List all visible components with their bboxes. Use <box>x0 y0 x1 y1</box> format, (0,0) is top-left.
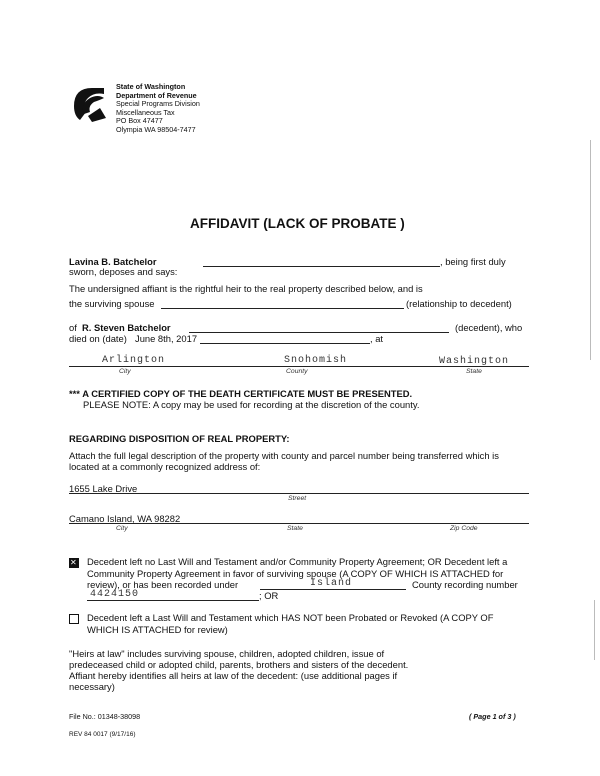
page-title: AFFIDAVIT (LACK OF PROBATE ) <box>190 216 405 231</box>
city-state-zip-value: Camano Island, WA 98282 <box>69 513 181 524</box>
recording-county-value: Island <box>310 578 353 589</box>
death-certificate-notice: *** A CERTIFIED COPY OF THE DEATH CERTIFICATE MUST BE PRESENTED. <box>69 388 413 399</box>
agency-po-box: PO Box 47477 <box>116 116 163 126</box>
dor-logo <box>70 84 110 124</box>
street-value: 1655 Lake Drive <box>69 483 138 494</box>
death-certificate-note: PLEASE NOTE: A copy may be used for recording at the discretion of the county. <box>83 399 420 410</box>
page-number: ( Page 1 of 3 ) <box>469 712 516 721</box>
relationship-value: the surviving spouse <box>69 298 155 309</box>
county-value: Snohomish <box>284 355 348 366</box>
heirs-line3: Affiant hereby identifies all heirs at law of the decedent: (use additional pages if <box>69 670 398 681</box>
agency-city: Olympia WA 98504-7477 <box>116 124 196 134</box>
died-date-line <box>200 343 370 344</box>
no-will-line4b: ; OR <box>259 590 279 601</box>
no-will-line1: Decedent left no Last Will and Testament and/or Community Property Agreement; OR Decedent left a <box>87 556 508 567</box>
location-line <box>69 366 529 367</box>
city-state-zip-line <box>69 523 529 524</box>
city-label: City <box>119 368 131 375</box>
agency-division: Special Programs Division <box>116 99 200 109</box>
street-label: Street <box>288 495 307 502</box>
agency-unit: Miscellaneous Tax <box>116 107 175 117</box>
agency-state: State of Washington <box>116 82 186 91</box>
agency-department: Department of Revenue <box>116 90 197 100</box>
decedent-prefix: of <box>69 322 77 333</box>
city-value: Arlington <box>102 355 166 366</box>
property-instructions-1: Attach the full legal description of the property with county and parcel number being transferred which is <box>69 450 499 461</box>
no-will-line3b: County recording number <box>412 579 518 590</box>
county-label: County <box>286 368 308 375</box>
state-label: State <box>466 368 482 375</box>
decedent-name: R. Steven Batchelor <box>82 322 171 333</box>
decedent-label: (decedent), who <box>455 322 523 333</box>
agency-address <box>116 83 200 135</box>
sworn-statement: sworn, deposes and says: <box>69 266 178 277</box>
scan-edge-mark <box>594 600 595 660</box>
address-state-label: State <box>287 525 303 532</box>
died-label: died on (date) <box>69 333 127 344</box>
heir-statement: The undersigned affiant is the rightful heir to the real property described below, and is <box>69 283 423 294</box>
file-number: File No.: 01348-38098 <box>69 712 141 721</box>
died-at: , at <box>370 333 384 344</box>
decedent-line <box>189 332 449 333</box>
property-instructions-2: located at a commonly recognized address of: <box>69 461 261 472</box>
no-will-line3a: review), or has been recorded under <box>87 579 239 590</box>
will-not-probated-checkbox[interactable] <box>69 614 79 624</box>
heirs-line4: necessary) <box>69 681 115 692</box>
died-date: June 8th, 2017 <box>135 333 198 344</box>
recording-county-line <box>260 589 406 590</box>
will-line1: Decedent left a Last Will and Testament which HAS NOT been Probated or Revoked (A COPY OF <box>87 612 494 623</box>
heirs-line2: predeceased child or adopted child, parents, brothers and sisters of the decedent. <box>69 659 409 670</box>
street-line <box>69 493 529 494</box>
address-city-label: City <box>116 525 128 532</box>
no-will-checkbox[interactable] <box>69 558 79 568</box>
recording-number-value: 4424150 <box>90 589 140 600</box>
address-zip-label: Zip Code <box>450 525 478 532</box>
state-value: Washington <box>439 356 510 367</box>
relationship-label: (relationship to decedent) <box>406 298 512 309</box>
real-property-heading: REGARDING DISPOSITION OF REAL PROPERTY: <box>69 433 290 444</box>
revision-code: REV 84 0017 (9/17/16) <box>69 731 136 738</box>
no-will-line2: Community Property Agreement in favor of surviving spouse (A COPY OF WHICH IS ATTACHED for <box>87 568 504 579</box>
relationship-line <box>161 308 404 309</box>
affiant-line <box>203 266 440 267</box>
affiant-suffix: , being first duly <box>440 256 506 267</box>
affiant-name: Lavina B. Batchelor <box>69 256 157 267</box>
recording-number-line <box>87 600 259 601</box>
heirs-line1: "Heirs at law" includes surviving spouse, children, adopted children, issue of <box>69 648 385 659</box>
will-line2: WHICH IS ATTACHED for review) <box>87 624 228 635</box>
scan-edge-mark <box>590 140 591 360</box>
